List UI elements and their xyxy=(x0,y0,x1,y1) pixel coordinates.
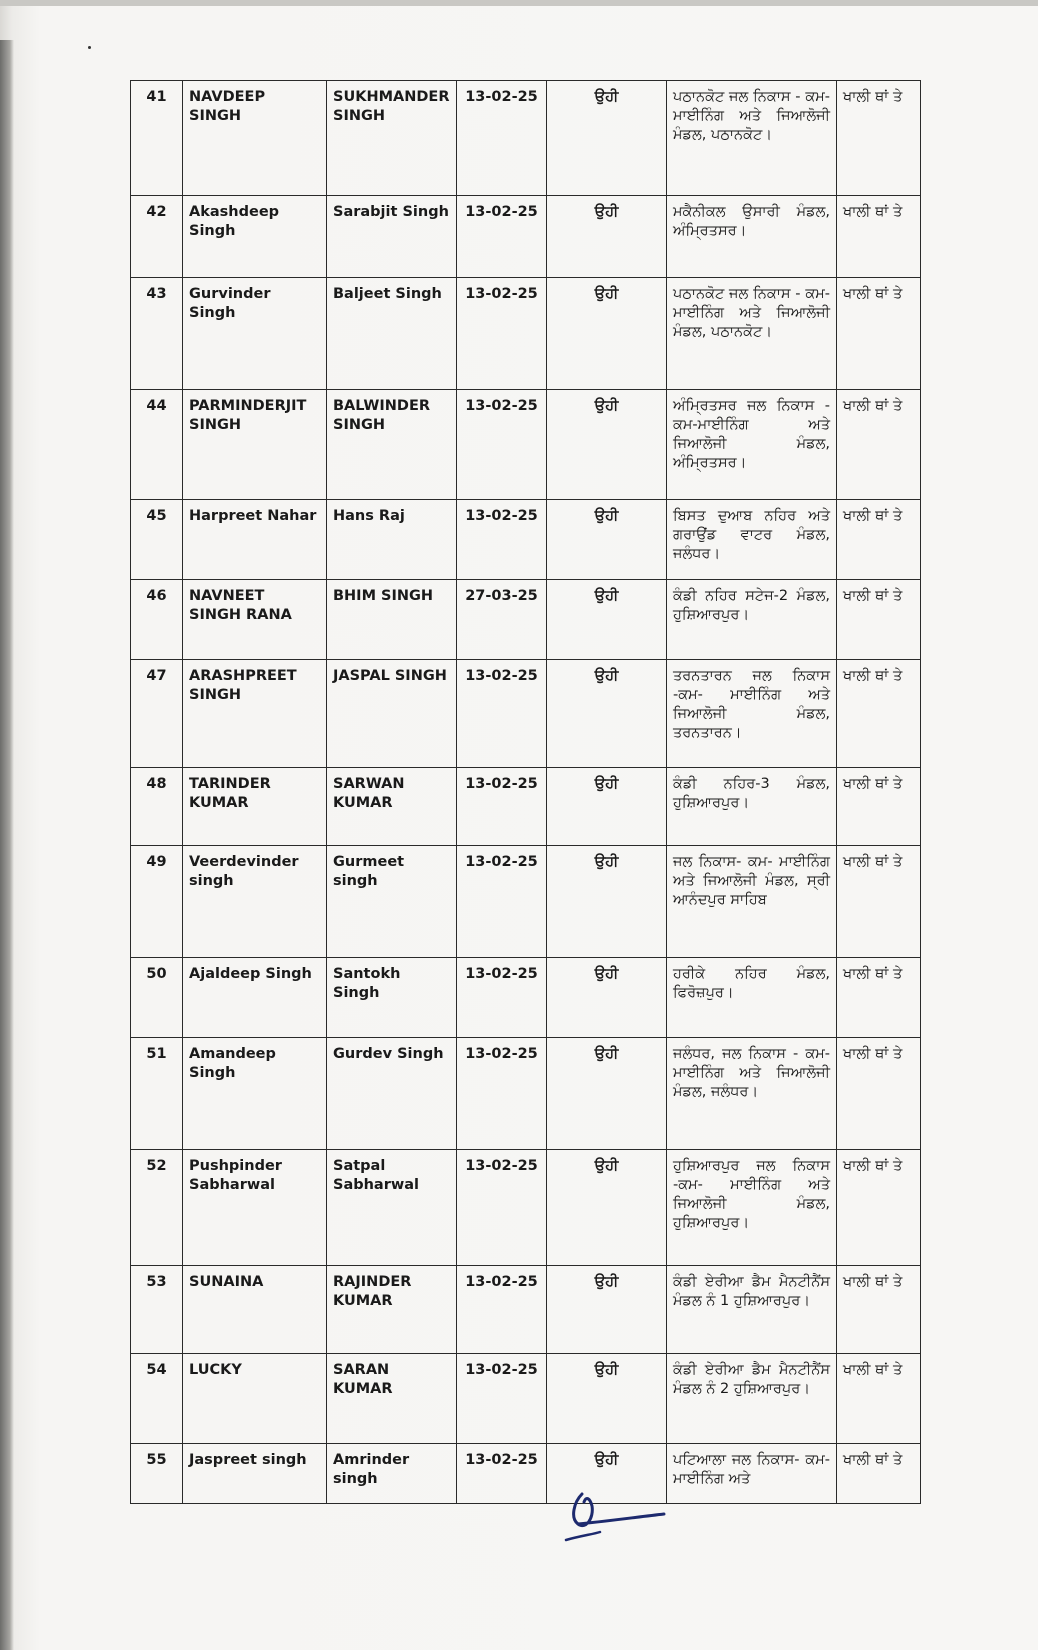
serial-number-cell: 54 xyxy=(131,1354,183,1444)
employee-name-cell: Veerdevinder singh xyxy=(183,846,327,958)
office-cell: ਪਠਾਨਕੋਟ ਜਲ ਨਿਕਾਸ - ਕਮ- ਮਾਈਨਿੰਗ ਅਤੇ ਜਿਆਲੋਜੀ ਮੰਡਲ, ਪਠਾਨਕੋਟ। xyxy=(667,278,837,390)
father-name-cell: BALWINDER SINGH xyxy=(327,390,457,500)
table-body xyxy=(131,81,921,1504)
office-cell: ਤਰਨਤਾਰਨ ਜਲ ਨਿਕਾਸ -ਕਮ- ਮਾਈਨਿੰਗ ਅਤੇ ਜਿਆਲੋਜੀ ਮੰਡਲ, ਤਰਨਤਾਰਨ। xyxy=(667,660,837,768)
employee-name-cell: NAVNEET SINGH RANA xyxy=(183,580,327,660)
serial-number-cell: 51 xyxy=(131,1038,183,1150)
office-cell: ਕੰਡੀ ਨਹਿਰ-3 ਮੰਡਲ, ਹੁਸ਼ਿਆਰਪੁਰ। xyxy=(667,768,837,846)
father-name-cell: SARWAN KUMAR xyxy=(327,768,457,846)
serial-number-cell: 53 xyxy=(131,1266,183,1354)
same-cell: ਉਹੀ xyxy=(547,1354,667,1444)
office-cell: ਜਲੰਧਰ, ਜਲ ਨਿਕਾਸ - ਕਮ- ਮਾਈਨਿੰਗ ਅਤੇ ਜਿਆਲੋਜੀ ਮੰਡਲ, ਜਲੰਧਰ। xyxy=(667,1038,837,1150)
employee-name-cell: SUNAINA xyxy=(183,1266,327,1354)
office-cell: ਮਕੈਨੀਕਲ ਉਸਾਰੀ ਮੰਡਲ, ਅੰਮ੍ਰਿਤਸਰ। xyxy=(667,196,837,278)
serial-number-cell: 52 xyxy=(131,1150,183,1266)
status-cell: ਖਾਲੀ ਥਾਂ ਤੇ xyxy=(837,500,921,580)
date-cell: 13-02-25 xyxy=(457,1150,547,1266)
employee-name-cell: PARMINDERJIT SINGH xyxy=(183,390,327,500)
father-name-cell: JASPAL SINGH xyxy=(327,660,457,768)
serial-number-cell: 44 xyxy=(131,390,183,500)
same-cell: ਉਹੀ xyxy=(547,1444,667,1504)
father-name-cell: Hans Raj xyxy=(327,500,457,580)
same-cell: ਉਹੀ xyxy=(547,768,667,846)
serial-number-cell: 48 xyxy=(131,768,183,846)
employee-name-cell: TARINDER KUMAR xyxy=(183,768,327,846)
status-cell: ਖਾਲੀ ਥਾਂ ਤੇ xyxy=(837,1150,921,1266)
table-row xyxy=(131,196,921,278)
father-name-cell: SUKHMANDER SINGH xyxy=(327,81,457,196)
serial-number-cell: 46 xyxy=(131,580,183,660)
signature xyxy=(560,1488,670,1548)
office-cell: ਕੰਡੀ ਏਰੀਆ ਡੈਮ ਮੈਨਟੀਨੈਂਸ ਮੰਡਲ ਨੰ 2 ਹੁਸ਼ਿਆਰਪੁਰ। xyxy=(667,1354,837,1444)
same-cell: ਉਹੀ xyxy=(547,580,667,660)
employee-name-cell: NAVDEEP SINGH xyxy=(183,81,327,196)
same-cell: ਉਹੀ xyxy=(547,390,667,500)
table-row xyxy=(131,500,921,580)
table-row xyxy=(131,1150,921,1266)
employee-name-cell: Jaspreet singh xyxy=(183,1444,327,1504)
father-name-cell: Gurmeet singh xyxy=(327,846,457,958)
employee-name-cell: Amandeep Singh xyxy=(183,1038,327,1150)
office-cell: ਜਲ ਨਿਕਾਸ- ਕਮ- ਮਾਈਨਿੰਗ ਅਤੇ ਜਿਆਲੋਜੀ ਮੰਡਲ, ਸ੍ਰੀ ਆਨੰਦਪੁਰ ਸਾਹਿਬ xyxy=(667,846,837,958)
date-cell: 13-02-25 xyxy=(457,278,547,390)
same-cell: ਉਹੀ xyxy=(547,846,667,958)
table-row xyxy=(131,81,921,196)
table-row xyxy=(131,278,921,390)
father-name-cell: RAJINDER KUMAR xyxy=(327,1266,457,1354)
status-cell: ਖਾਲੀ ਥਾਂ ਤੇ xyxy=(837,81,921,196)
father-name-cell: BHIM SINGH xyxy=(327,580,457,660)
father-name-cell: Gurdev Singh xyxy=(327,1038,457,1150)
serial-number-cell: 49 xyxy=(131,846,183,958)
office-cell: ਪਠਾਨਕੋਟ ਜਲ ਨਿਕਾਸ - ਕਮ- ਮਾਈਨਿੰਗ ਅਤੇ ਜਿਆਲੋਜੀ ਮੰਡਲ, ਪਠਾਨਕੋਟ। xyxy=(667,81,837,196)
office-cell: ਕੰਡੀ ਏਰੀਆ ਡੈਮ ਮੈਨਟੀਨੈਂਸ ਮੰਡਲ ਨੰ 1 ਹੁਸ਼ਿਆਰਪੁਰ। xyxy=(667,1266,837,1354)
table-row xyxy=(131,390,921,500)
date-cell: 13-02-25 xyxy=(457,500,547,580)
status-cell: ਖਾਲੀ ਥਾਂ ਤੇ xyxy=(837,1444,921,1504)
status-cell: ਖਾਲੀ ਥਾਂ ਤੇ xyxy=(837,580,921,660)
transfer-table xyxy=(130,80,921,1504)
date-cell: 13-02-25 xyxy=(457,390,547,500)
status-cell: ਖਾਲੀ ਥਾਂ ਤੇ xyxy=(837,1354,921,1444)
father-name-cell: Santokh Singh xyxy=(327,958,457,1038)
ink-speck xyxy=(88,46,91,49)
paper-top-edge xyxy=(0,0,1038,6)
office-cell: ਕੰਡੀ ਨਹਿਰ ਸਟੇਜ-2 ਮੰਡਲ, ਹੁਸ਼ਿਆਰਪੁਰ। xyxy=(667,580,837,660)
same-cell: ਉਹੀ xyxy=(547,1150,667,1266)
status-cell: ਖਾਲੀ ਥਾਂ ਤੇ xyxy=(837,958,921,1038)
same-cell: ਉਹੀ xyxy=(547,958,667,1038)
employee-name-cell: Harpreet Nahar xyxy=(183,500,327,580)
same-cell: ਉਹੀ xyxy=(547,660,667,768)
date-cell: 13-02-25 xyxy=(457,81,547,196)
father-name-cell: Amrinder singh xyxy=(327,1444,457,1504)
father-name-cell: Satpal Sabharwal xyxy=(327,1150,457,1266)
office-cell: ਹੁਸ਼ਿਆਰਪੁਰ ਜਲ ਨਿਕਾਸ -ਕਮ- ਮਾਈਨਿੰਗ ਅਤੇ ਜਿਆਲੋਜੀ ਮੰਡਲ, ਹੁਸ਼ਿਆਰਪੁਰ। xyxy=(667,1150,837,1266)
serial-number-cell: 42 xyxy=(131,196,183,278)
table-row xyxy=(131,1266,921,1354)
table-row xyxy=(131,846,921,958)
serial-number-cell: 47 xyxy=(131,660,183,768)
status-cell: ਖਾਲੀ ਥਾਂ ਤੇ xyxy=(837,278,921,390)
serial-number-cell: 43 xyxy=(131,278,183,390)
office-cell: ਪਟਿਆਲਾ ਜਲ ਨਿਕਾਸ- ਕਮ-ਮਾਈਨਿੰਗ ਅਤੇ xyxy=(667,1444,837,1504)
status-cell: ਖਾਲੀ ਥਾਂ ਤੇ xyxy=(837,1266,921,1354)
father-name-cell: Baljeet Singh xyxy=(327,278,457,390)
employee-name-cell: LUCKY xyxy=(183,1354,327,1444)
employee-name-cell: Akashdeep Singh xyxy=(183,196,327,278)
date-cell: 13-02-25 xyxy=(457,1354,547,1444)
status-cell: ਖਾਲੀ ਥਾਂ ਤੇ xyxy=(837,390,921,500)
same-cell: ਉਹੀ xyxy=(547,81,667,196)
date-cell: 13-02-25 xyxy=(457,768,547,846)
table-row xyxy=(131,768,921,846)
employee-name-cell: Gurvinder Singh xyxy=(183,278,327,390)
serial-number-cell: 55 xyxy=(131,1444,183,1504)
date-cell: 13-02-25 xyxy=(457,1444,547,1504)
employee-name-cell: Pushpinder Sabharwal xyxy=(183,1150,327,1266)
date-cell: 13-02-25 xyxy=(457,196,547,278)
same-cell: ਉਹੀ xyxy=(547,1266,667,1354)
date-cell: 13-02-25 xyxy=(457,1266,547,1354)
date-cell: 13-02-25 xyxy=(457,1038,547,1150)
status-cell: ਖਾਲੀ ਥਾਂ ਤੇ xyxy=(837,768,921,846)
same-cell: ਉਹੀ xyxy=(547,278,667,390)
office-cell: ਹਰੀਕੇ ਨਹਿਰ ਮੰਡਲ, ਫਿਰੋਜ਼ਪੁਰ। xyxy=(667,958,837,1038)
paper-left-edge xyxy=(0,40,14,1650)
status-cell: ਖਾਲੀ ਥਾਂ ਤੇ xyxy=(837,196,921,278)
date-cell: 13-02-25 xyxy=(457,660,547,768)
status-cell: ਖਾਲੀ ਥਾਂ ਤੇ xyxy=(837,1038,921,1150)
father-name-cell: SARAN KUMAR xyxy=(327,1354,457,1444)
date-cell: 13-02-25 xyxy=(457,846,547,958)
employee-name-cell: ARASHPREET SINGH xyxy=(183,660,327,768)
date-cell: 13-02-25 xyxy=(457,958,547,1038)
table-row xyxy=(131,1444,921,1504)
table-row xyxy=(131,660,921,768)
serial-number-cell: 45 xyxy=(131,500,183,580)
same-cell: ਉਹੀ xyxy=(547,500,667,580)
employee-name-cell: Ajaldeep Singh xyxy=(183,958,327,1038)
same-cell: ਉਹੀ xyxy=(547,1038,667,1150)
status-cell: ਖਾਲੀ ਥਾਂ ਤੇ xyxy=(837,846,921,958)
office-cell: ਅੰਮ੍ਰਿਤਸਰ ਜਲ ਨਿਕਾਸ - ਕਮ-ਮਾਈਨਿੰਗ ਅਤੇ ਜਿਆਲੋਜੀ ਮੰਡਲ, ਅੰਮ੍ਰਿਤਸਰ। xyxy=(667,390,837,500)
same-cell: ਉਹੀ xyxy=(547,196,667,278)
table-row xyxy=(131,580,921,660)
table-row xyxy=(131,1354,921,1444)
office-cell: ਬਿਸਤ ਦੁਆਬ ਨਹਿਰ ਅਤੇ ਗਰਾਉਂਡ ਵਾਟਰ ਮੰਡਲ, ਜਲੰਧਰ। xyxy=(667,500,837,580)
serial-number-cell: 41 xyxy=(131,81,183,196)
status-cell: ਖਾਲੀ ਥਾਂ ਤੇ xyxy=(837,660,921,768)
father-name-cell: Sarabjit Singh xyxy=(327,196,457,278)
serial-number-cell: 50 xyxy=(131,958,183,1038)
table-row xyxy=(131,958,921,1038)
date-cell: 27-03-25 xyxy=(457,580,547,660)
table-row xyxy=(131,1038,921,1150)
